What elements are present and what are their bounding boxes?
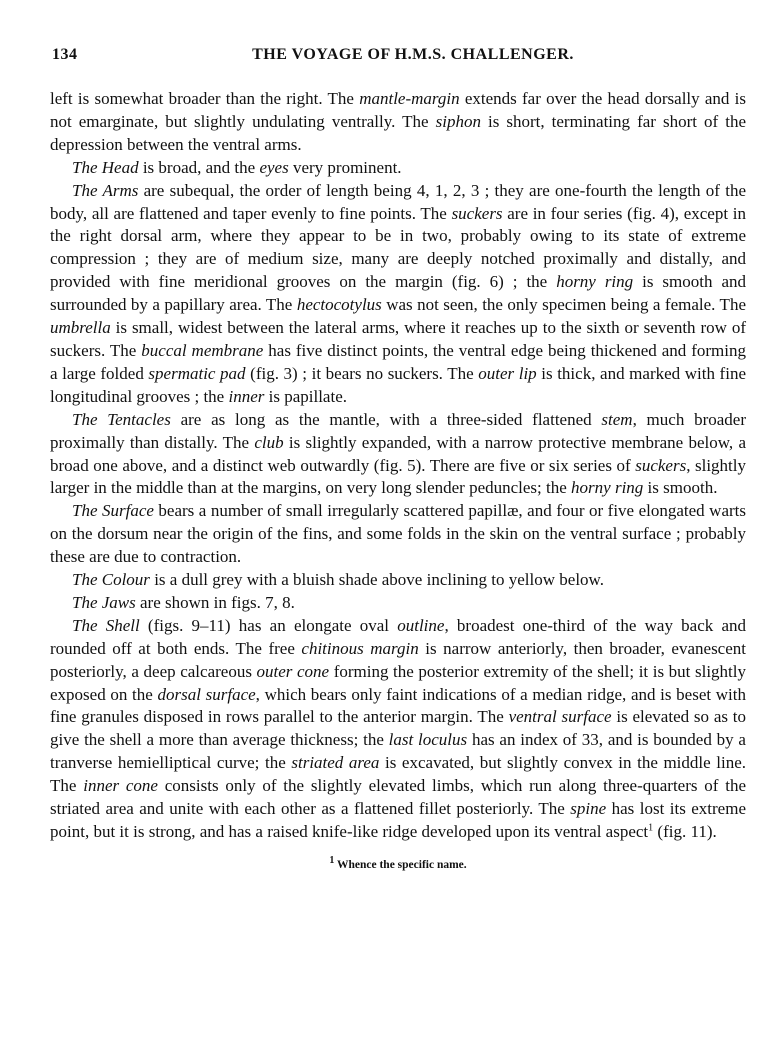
text-run: is thick, and marked with fine longitudinal grooves ; the xyxy=(50,363,746,406)
text-run: is elevated so as to give the shell a more than average thickness; the xyxy=(50,707,746,750)
footnote xyxy=(50,855,746,871)
paragraph xyxy=(50,180,746,409)
text-run: , broadest one-third of the way back and rounded off at both ends. The free xyxy=(50,615,747,658)
text-run: has an index of 33, and is bounded by a tranverse hemielliptical curve; the xyxy=(50,730,746,773)
page-header xyxy=(50,46,746,70)
footnote-reference: 1 xyxy=(648,822,654,834)
running-title: THE VOYAGE OF H.M.S. CHALLENGER. xyxy=(252,46,574,63)
text-run: , much broader proximally than distally. The xyxy=(50,409,746,452)
italic-term: spermatic pad xyxy=(148,363,246,383)
text-run: was not seen, the only specimen being a female. The xyxy=(381,295,746,315)
italic-term: suckers xyxy=(635,455,687,475)
body-text xyxy=(50,88,746,844)
text-run: is broad, and the xyxy=(138,157,260,177)
text-run: very prominent. xyxy=(288,157,402,177)
text-run: bears a number of small irregularly scattered papillæ, and four or five elongated warts on the dorsum near the origin of the fins, and some folds in the skin on the ventral surface ; probably these are due to contraction. xyxy=(50,501,746,567)
text-run: are shown in figs. 7, 8. xyxy=(135,592,295,612)
italic-term: suckers xyxy=(451,203,503,223)
text-run: (fig. 3) ; it bears no suckers. The xyxy=(245,363,479,383)
italic-term: outer cone xyxy=(256,661,330,681)
italic-term: buccal membrane xyxy=(141,340,264,360)
italic-term: inner cone xyxy=(83,776,158,796)
text-run: are in four series (fig. 4), except in the right dorsal arm, where they appear to be in two, probably owing to its state of extreme compression ; they are of medium size, many are deeply notched proximally and distally, and provided with fine meridional grooves on the margin (fig. 6) ; the xyxy=(50,203,746,292)
italic-term: eyes xyxy=(259,157,289,177)
italic-term: The Shell xyxy=(72,615,140,635)
italic-term: spine xyxy=(570,799,607,819)
text-run: is excavated, but slightly convex in the middle line. The xyxy=(50,753,746,796)
text-run: has five distinct points, the ventral edge being thickened and forming a large folded xyxy=(50,340,747,383)
text-run: is short, terminating far short of the depression between the ventral arms. xyxy=(50,111,746,154)
italic-term: last loculus xyxy=(388,730,468,750)
text-run: consists only of the slightly elevated limbs, which run along three-quarters of the striated area and unite with each other as a flattened fillet posteriorly. The xyxy=(50,776,746,819)
text-run: is smooth. xyxy=(643,478,718,498)
italic-term: umbrella xyxy=(50,318,111,338)
paragraph xyxy=(50,500,746,569)
italic-term: The Jaws xyxy=(72,592,136,612)
italic-term: outline xyxy=(397,615,445,635)
text-run: is papillate. xyxy=(264,386,347,406)
paragraph xyxy=(50,569,746,592)
footnote-marker: 1 xyxy=(329,855,335,867)
text-run: extends far over the head dorsally and is not emarginate, but slightly undulating ventrally. The xyxy=(50,89,746,131)
text-run: are as long as the mantle, with a three-sided flattened xyxy=(170,409,602,429)
italic-term: The Colour xyxy=(72,570,150,590)
italic-term: siphon xyxy=(435,111,481,131)
paragraph xyxy=(50,157,746,180)
text-run: has lost its extreme point, but it is strong, and has a raised knife-like ridge developed upon its ventral aspect xyxy=(50,799,747,841)
italic-term: dorsal surface xyxy=(157,684,256,704)
paragraph xyxy=(50,615,746,844)
text-run: is small, widest between the lateral arms, where it reaches up to the sixth or seventh row of suckers. The xyxy=(50,318,746,360)
italic-term: The Arms xyxy=(72,180,139,200)
text-run: (figs. 9–11) has an elongate oval xyxy=(139,615,398,635)
italic-term: The Head xyxy=(72,157,139,177)
page-number: 134 xyxy=(52,46,78,63)
text-run: , slightly larger in the middle than at the margins, on very long slender peduncles; the xyxy=(50,455,746,498)
italic-term: horny ring xyxy=(571,478,644,498)
text-run: is narrow anteriorly, then broader, evanescent posteriorly, a deep calcareous xyxy=(50,638,746,681)
text-run: are subequal, the order of length being 4, 1, 2, 3 ; they are one-fourth the length of the body, all are flattened and taper evenly to fine points. The xyxy=(50,180,746,223)
italic-term: striated area xyxy=(291,753,380,773)
text-run: is slightly expanded, with a narrow protective membrane below, a broad one above, and a distinct web outwardly (fig. 5). There are five or six series of xyxy=(50,432,746,475)
italic-term: inner xyxy=(228,386,265,406)
text-run: (fig. 11). xyxy=(653,822,717,841)
italic-term: stem xyxy=(601,409,633,429)
italic-term: horny ring xyxy=(556,272,634,292)
footnote-text: Whence the specific name. xyxy=(334,858,467,871)
italic-term: The Tentacles xyxy=(72,409,171,429)
text-run: , which bears only faint indications of a median ridge, and is beset with fine granules disposed in rows parallel to the anterior margin. The xyxy=(50,684,746,727)
italic-term: chitinous margin xyxy=(301,638,419,658)
italic-term: ventral surface xyxy=(508,707,612,727)
text-run: is a dull grey with a bluish shade above inclining to yellow below. xyxy=(149,570,604,590)
italic-term: hectocotylus xyxy=(296,295,382,315)
italic-term: club xyxy=(254,432,284,452)
italic-term: mantle-margin xyxy=(359,89,460,108)
italic-term: The Surface xyxy=(72,501,154,521)
text-run: forming the posterior extremity of the shell; it is but slightly exposed on the xyxy=(50,661,746,704)
paragraph xyxy=(50,592,746,615)
paragraph xyxy=(50,88,746,157)
italic-term: outer lip xyxy=(478,363,537,383)
paragraph xyxy=(50,409,746,501)
text-run: is smooth and surrounded by a papillary area. The xyxy=(50,272,746,315)
text-run: left is somewhat broader than the right. The xyxy=(50,89,360,108)
